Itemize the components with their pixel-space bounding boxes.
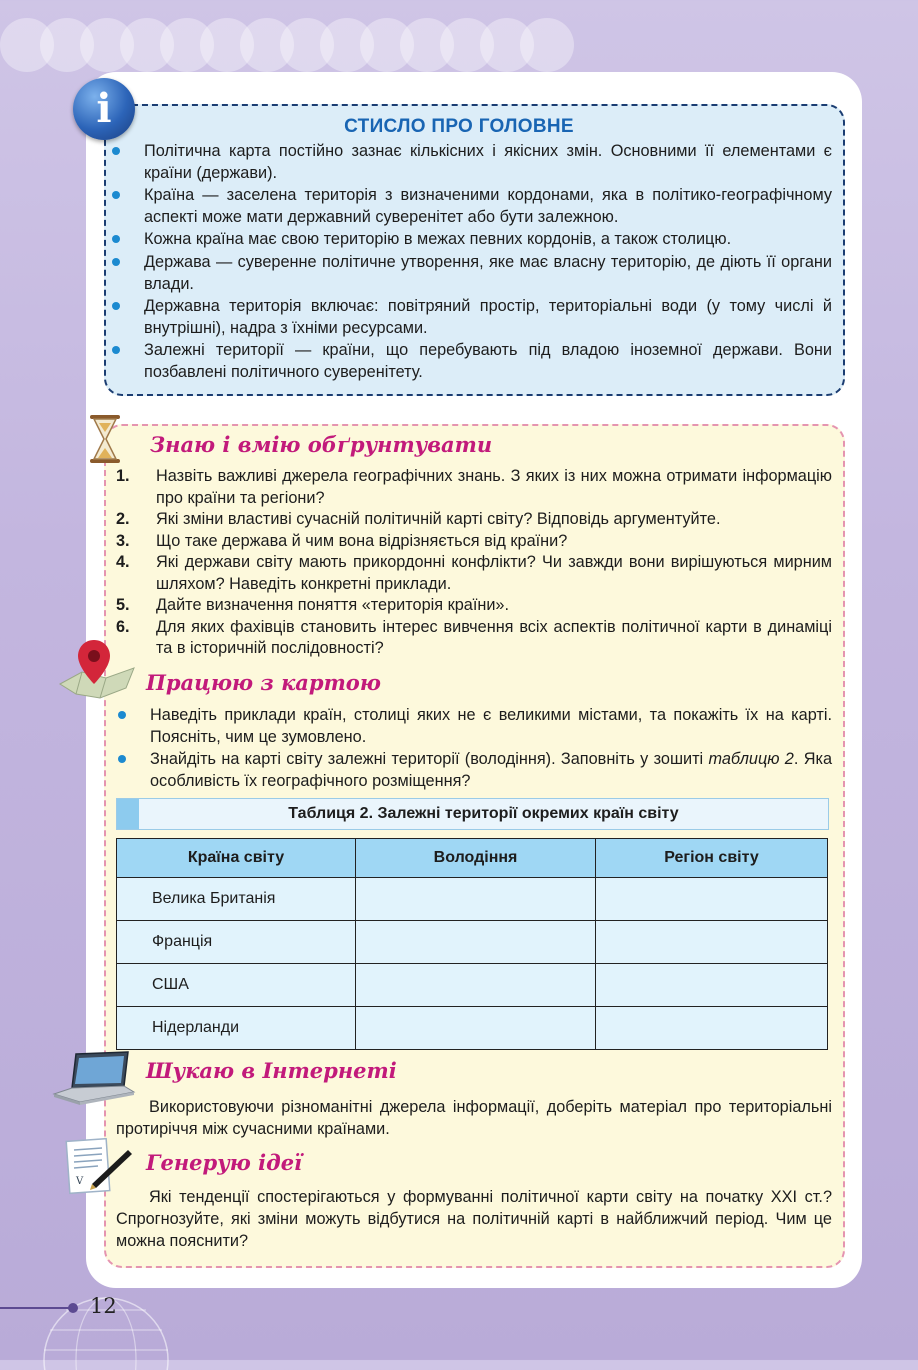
table-header-row bbox=[117, 839, 828, 878]
section-title-ideas: Генерую ідеї bbox=[146, 1150, 303, 1175]
bullet-icon bbox=[118, 755, 126, 763]
list-item: Залежні території — країни, що перебувають під владою іноземної держави. Вони позбавлені політичного суверенітету. bbox=[110, 339, 832, 383]
column-header: Регіон світу bbox=[596, 839, 828, 878]
list-item: Держава — суверенне політичне утворення, яке має власну територію, де діють її органи влади. bbox=[110, 251, 832, 295]
dependent-territories-table bbox=[116, 838, 828, 1050]
list-item: 3. Що таке держава й чим вона відрізняється від країни? bbox=[116, 531, 568, 550]
bullet-icon bbox=[118, 711, 126, 719]
list-item: Політична карта постійно зазнає кількісних і якісних змін. Основними її елементами є країни (держави). bbox=[110, 140, 832, 184]
list-item: 2. Які зміни властиві сучасній політичній карті світу? Відповідь аргументуйте. bbox=[116, 510, 721, 528]
table-cell-empty bbox=[596, 878, 828, 921]
section-title-internet: Шукаю в Інтернеті bbox=[146, 1058, 397, 1083]
list-item: Країна — заселена територія з визначеними кордонами, яка в політико-географічному аспекті може мати державний суверенітет або бути залежною. bbox=[110, 184, 832, 228]
table-caption: Таблиця 2. Залежні території окремих країн світу bbox=[116, 798, 829, 830]
table-cell: Нідерланди bbox=[117, 1007, 356, 1050]
list-item: 1. Назвіть важливі джерела географічних знань. З яких із них можна отримати інформацію про країни та регіони? bbox=[116, 467, 832, 507]
ideas-task-text: Які тенденції спостерігаються у формуванні політичної карти світу на початку XXI ст.? Спрогнозуйте, які зміни можуть відбутися на політичній карті в найближчий період. Чим це можна пояснити? bbox=[116, 1188, 832, 1250]
bullet-icon bbox=[112, 258, 120, 266]
bullet-icon bbox=[112, 302, 120, 310]
section-title-know: Знаю і вмію обґрунтувати bbox=[150, 432, 493, 457]
summary-title: СТИСЛО ПРО ГОЛОВНЕ bbox=[344, 116, 574, 137]
column-header: Володіння bbox=[356, 839, 596, 878]
info-icon: i bbox=[73, 78, 135, 140]
list-item: Наведіть приклади країн, столиці яких не є великими містами, та покажіть їх на карті. Поясніть, чим це зумовлено. bbox=[116, 704, 832, 748]
table-row bbox=[117, 964, 828, 1007]
list-item: 4. Які держави світу мають прикордонні конфлікти? Чи завжди вони вирішуються мирним шляхом? Наведіть конкретні приклади. bbox=[116, 553, 832, 593]
svg-text:V: V bbox=[76, 1176, 84, 1187]
table-cell-empty bbox=[356, 878, 596, 921]
page-number: 12 bbox=[90, 1294, 117, 1318]
table-cell-empty bbox=[356, 1007, 596, 1050]
table-cell-empty bbox=[596, 1007, 828, 1050]
map-tasks-list bbox=[116, 704, 832, 792]
summary-list bbox=[110, 140, 832, 383]
bullet-icon bbox=[112, 235, 120, 243]
questions-list bbox=[116, 466, 832, 660]
section-title-map: Працюю з картою bbox=[146, 670, 381, 695]
list-item: Кожна країна має свою територію в межах певних кордонів, а також столицю. bbox=[110, 228, 832, 250]
list-item: Знайдіть на карті світу залежні території (володіння). Заповніть у зошиті таблицю 2. Яка особливість їх географічного розміщення? bbox=[116, 748, 832, 792]
table-row bbox=[117, 921, 828, 964]
table-row bbox=[117, 1007, 828, 1050]
hourglass-icon bbox=[88, 414, 122, 464]
column-header: Країна світу bbox=[117, 839, 356, 878]
list-item: 5. Дайте визначення поняття «територія країни». bbox=[116, 596, 510, 614]
header-decoration bbox=[0, 18, 640, 72]
table-cell: Велика Британія bbox=[117, 878, 356, 921]
map-pin-icon bbox=[56, 636, 138, 702]
bullet-icon bbox=[112, 191, 120, 199]
internet-task-text: Використовуючи різноманітні джерела інформації, доберіть матеріал про територіальні протиріччя між сучасними країнами. bbox=[116, 1098, 832, 1138]
table-cell-empty bbox=[596, 921, 828, 964]
table-cell: Франція bbox=[117, 921, 356, 964]
table-cell-empty bbox=[356, 964, 596, 1007]
table-row bbox=[117, 878, 828, 921]
footer-dot bbox=[68, 1303, 78, 1313]
list-item: 6. Для яких фахівців становить інтерес вивчення всіх аспектів політичної карти в динаміці та в історичній послідовності? bbox=[116, 617, 832, 657]
list-item: Державна територія включає: повітряний простір, територіальні води (у тому числі й внутрішні), надра з їхніми ресурсами. bbox=[110, 295, 832, 339]
bullet-icon bbox=[112, 346, 120, 354]
bullet-icon bbox=[112, 147, 120, 155]
table-cell-empty bbox=[356, 921, 596, 964]
table-cell-empty bbox=[596, 964, 828, 1007]
footer-rule bbox=[0, 1307, 70, 1309]
table-cell: США bbox=[117, 964, 356, 1007]
